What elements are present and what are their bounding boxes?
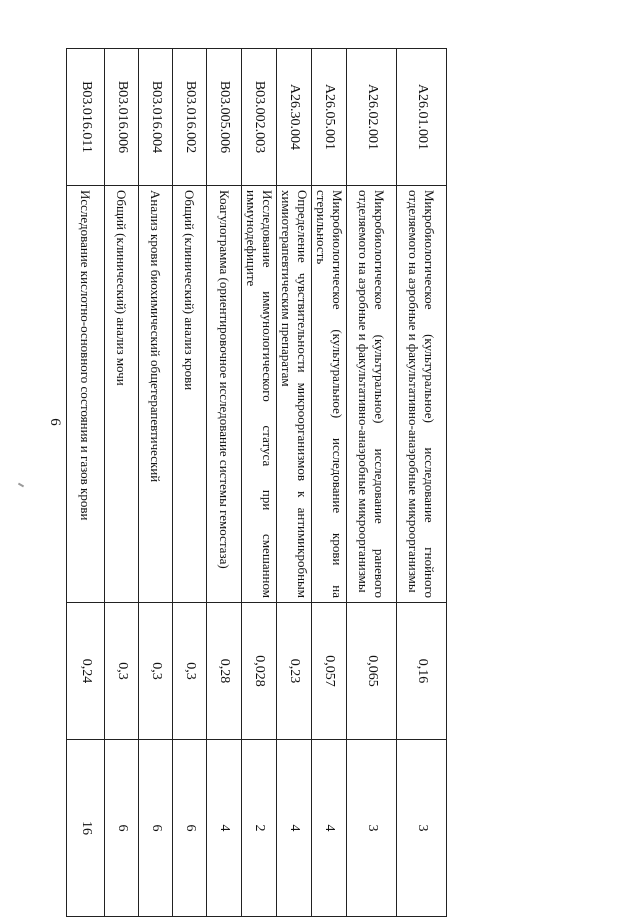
service-name: Микробиологическое (культуральное) исследование раневого отделяемого на аэробные и факультативно-анаэробные микроорганизмы	[347, 186, 397, 603]
table-row	[67, 49, 105, 917]
table-row	[347, 49, 397, 917]
frequency-value: 0,3	[173, 603, 207, 740]
service-code: B03.016.006	[105, 49, 139, 186]
service-name: Микробиологическое (культуральное) исследование крови на стерильность	[312, 186, 347, 603]
service-name: Общий (клинический) анализ мочи	[105, 186, 139, 603]
frequency-value: 0,28	[207, 603, 242, 740]
multiplicity-value: 2	[242, 740, 277, 917]
service-name: Общий (клинический) анализ крови	[173, 186, 207, 603]
frequency-value: 0,057	[312, 603, 347, 740]
service-code: B03.002.003	[242, 49, 277, 186]
table-row	[173, 49, 207, 917]
multiplicity-value: 4	[207, 740, 242, 917]
service-code: A26.05.001	[312, 49, 347, 186]
frequency-value: 0,16	[397, 603, 447, 740]
multiplicity-value: 4	[312, 740, 347, 917]
service-code: B03.005.006	[207, 49, 242, 186]
multiplicity-value: 6	[139, 740, 173, 917]
page-number: 6	[47, 418, 63, 426]
multiplicity-value: 6	[173, 740, 207, 917]
service-name: Исследование иммунологического статуса при смешанном иммунодефиците	[242, 186, 277, 603]
medical-services-table	[66, 48, 447, 917]
multiplicity-value: 3	[397, 740, 447, 917]
service-code: A26.02.001	[347, 49, 397, 186]
service-name: Определение чувствительности микроорганизмов к антимикробным химиотерапевтическим препаратам	[277, 186, 312, 603]
scan-speck	[18, 483, 24, 488]
frequency-value: 0,3	[105, 603, 139, 740]
service-name: Исследование кислотно-основного состояния и газов крови	[67, 186, 105, 603]
table-row	[207, 49, 242, 917]
table-row	[242, 49, 277, 917]
service-name: Микробиологическое (культуральное) исследование гнойного отделяемого на аэробные и факультативно-анаэробные микроорганизмы	[397, 186, 447, 603]
table-row	[312, 49, 347, 917]
frequency-value: 0,028	[242, 603, 277, 740]
table-row	[105, 49, 139, 917]
table-row	[397, 49, 447, 917]
multiplicity-value: 3	[347, 740, 397, 917]
table-row	[277, 49, 312, 917]
frequency-value: 0,3	[139, 603, 173, 740]
service-code: B03.016.004	[139, 49, 173, 186]
service-name: Анализ крови биохимический общетерапевтический	[139, 186, 173, 603]
multiplicity-value: 4	[277, 740, 312, 917]
multiplicity-value: 6	[105, 740, 139, 917]
service-code: B03.016.002	[173, 49, 207, 186]
frequency-value: 0,23	[277, 603, 312, 740]
service-code: A26.01.001	[397, 49, 447, 186]
rotated-table-container	[77, 48, 447, 892]
service-code: A26.30.004	[277, 49, 312, 186]
frequency-value: 0,065	[347, 603, 397, 740]
frequency-value: 0,24	[67, 603, 105, 740]
multiplicity-value: 16	[67, 740, 105, 917]
service-code: B03.016.011	[67, 49, 105, 186]
service-name: Коагулограмма (ориентировочное исследование системы гемостаза)	[207, 186, 242, 603]
table-row	[139, 49, 173, 917]
